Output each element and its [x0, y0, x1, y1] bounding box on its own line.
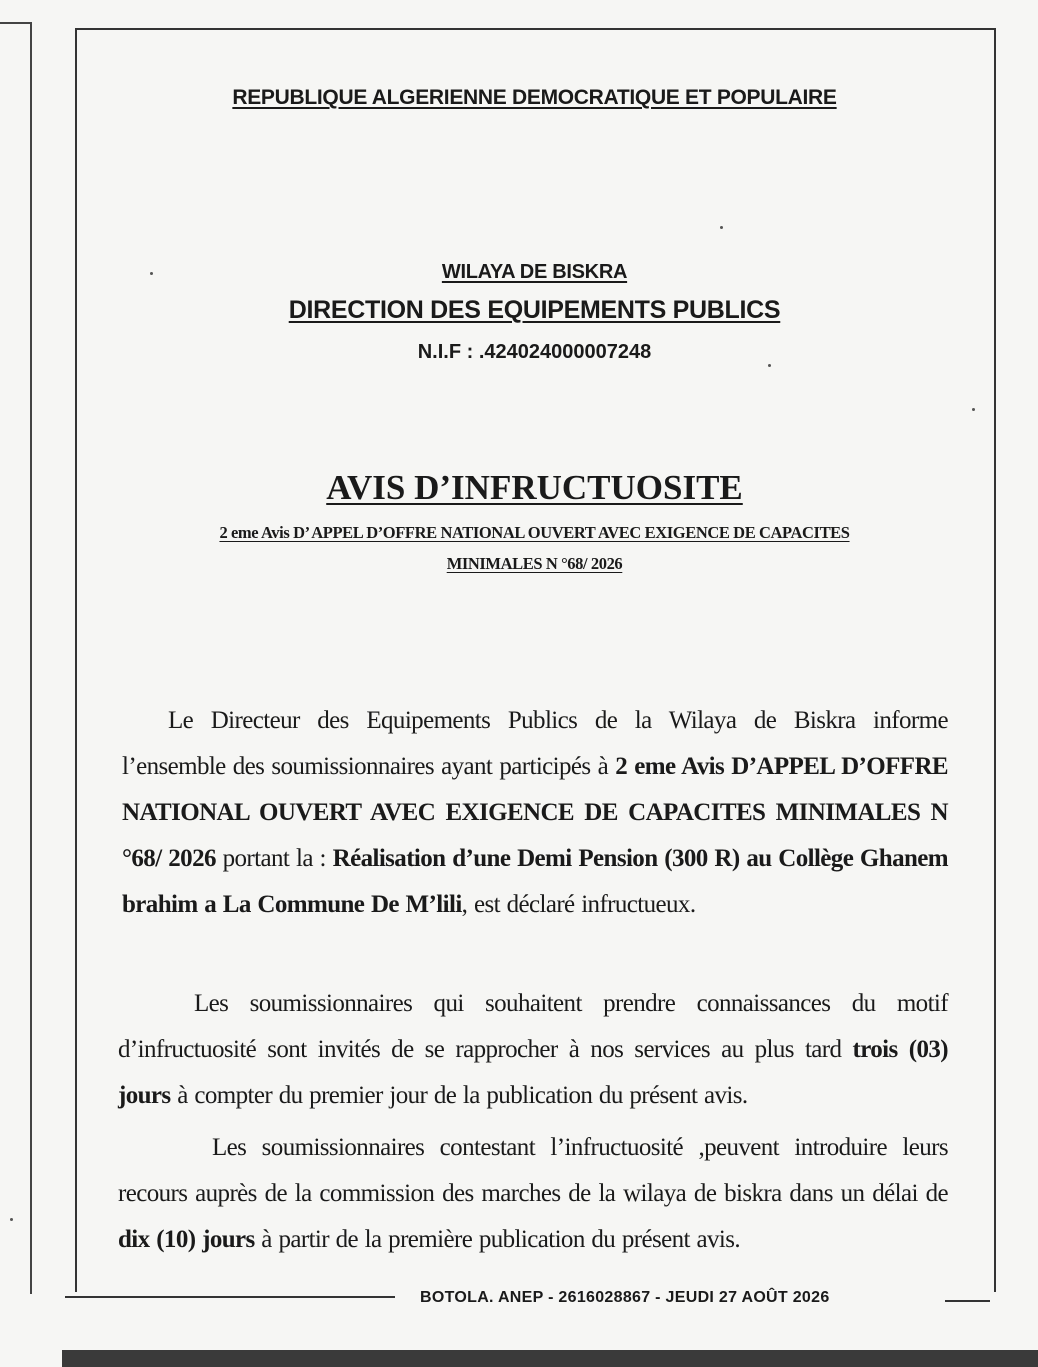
p2-text-2: à compter du premier jour de la publication du présent avis.	[170, 1082, 748, 1109]
p1-text-2: portant la :	[215, 845, 333, 872]
paragraph-information	[118, 981, 948, 1119]
direction-heading: DIRECTION DES EQUIPEMENTS PUBLICS	[288, 296, 781, 324]
print-speck	[720, 226, 723, 229]
p1-text-3: , est déclaré infructueux.	[461, 891, 696, 918]
paragraph-appeal	[118, 1125, 948, 1263]
republic-heading: REPUBLIQUE ALGERIENNE DEMOCRATIQUE ET POPULAIRE	[232, 86, 837, 109]
footer-rule-left	[65, 1296, 395, 1298]
p2-bold-deadline: trois (03) jours	[118, 1036, 948, 1109]
notice-subtitle-line2: MINIMALES N °68/ 2026	[446, 554, 623, 573]
nif-number: N.I.F : .424024000007248	[417, 341, 652, 363]
print-speck	[10, 1218, 13, 1221]
p3-text-2: à partir de la première publication du présent avis.	[254, 1226, 740, 1253]
print-speck	[150, 272, 153, 275]
notice-title: AVIS D’INFRUCTUOSITE	[326, 468, 743, 507]
p1-bold-tender-ref: 2 eme Avis D’APPEL D’OFFRE NATIONAL OUVERT AVEC EXIGENCE DE CAPACITES MINIMALES N °68/ 2026	[122, 753, 948, 872]
wilaya-heading: WILAYA DE BISKRA	[441, 261, 628, 283]
paragraph-declaration	[122, 698, 948, 928]
next-section-band	[62, 1350, 1038, 1367]
p1-bold-project: Réalisation d’une Demi Pension (300 R) au Collège Ghanem brahim a La Commune De M’lili	[122, 845, 949, 918]
print-speck	[768, 364, 771, 367]
publication-footer: BOTOLA. ANEP - 2616028867 - JEUDI 27 AOÛT 2026	[420, 1289, 830, 1306]
p2-text-1: Les soumissionnaires qui souhaitent prendre connaissances du motif d’infructuosité sont invités de se rapprocher à nos services au plus tard	[118, 990, 948, 1063]
p1-text-1: Le Directeur des Equipements Publics de la Wilaya de Biskra informe l’ensemble des soumissionnaires ayant participés à	[122, 707, 948, 780]
print-speck	[972, 408, 975, 411]
notice-subtitle-line1: 2 eme Avis D’ APPEL D’OFFRE NATIONAL OUVERT AVEC EXIGENCE DE CAPACITES	[219, 523, 850, 542]
footer-rule-right	[945, 1300, 990, 1302]
adjacent-column-border	[0, 22, 32, 1294]
p3-text-1: Les soumissionnaires contestant l’infructuosité ,peuvent introduire leurs recours auprès de la commission des marches de la wilaya de biskra dans un délai de	[118, 1134, 948, 1207]
p3-bold-deadline: dix (10) jours	[118, 1226, 255, 1253]
